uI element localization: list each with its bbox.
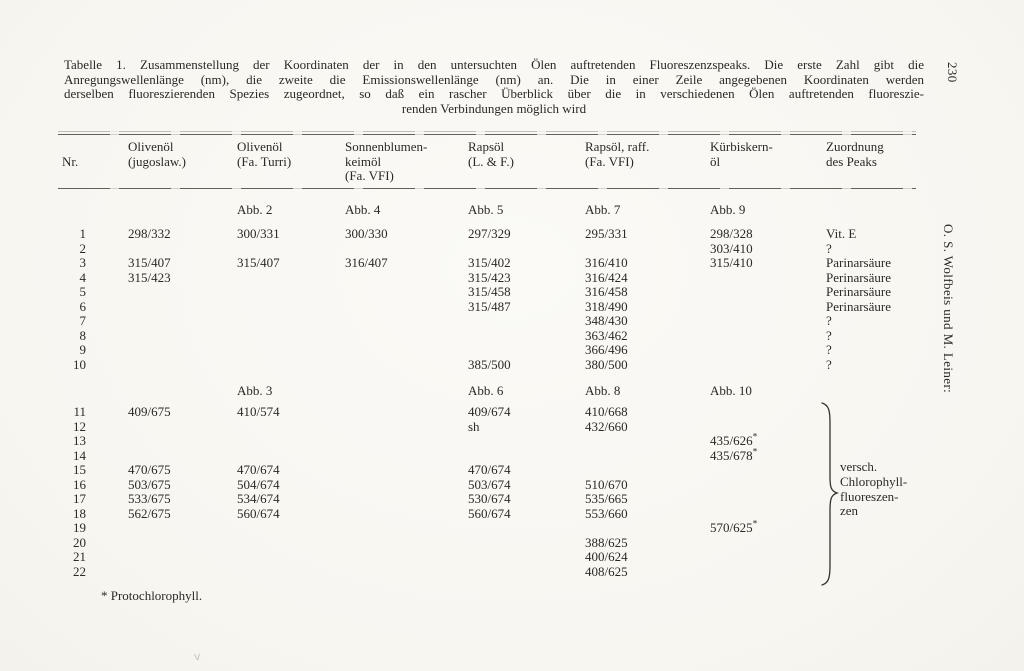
- table-cell: [341, 492, 464, 507]
- table-cell: [233, 343, 341, 358]
- table-cell: 560/674: [468, 505, 511, 521]
- abb-label: [58, 384, 124, 399]
- column-header-line: des Peaks: [826, 153, 877, 169]
- column-header-line: Rapsöl: [468, 139, 505, 154]
- table-cell: [706, 405, 822, 420]
- table-cell: [706, 420, 822, 435]
- table-cell: 315/458: [468, 284, 511, 299]
- row-number: 21: [73, 549, 86, 564]
- abb-label: Abb. 8: [585, 383, 621, 398]
- table-section-2: [58, 405, 916, 579]
- table-cell: [233, 329, 341, 344]
- column-header: [233, 140, 341, 184]
- table-cell: [341, 285, 464, 300]
- table-cell: 530/674: [468, 491, 511, 506]
- column-header: [822, 140, 916, 184]
- page-number: 230: [945, 62, 960, 83]
- abb-label: [58, 203, 124, 218]
- figure-label-row-2: [58, 384, 916, 399]
- footnote-text: * Protochlorophyll.: [101, 588, 203, 603]
- abb-label: Abb. 4: [345, 202, 381, 217]
- table-cell: 435/626*: [710, 432, 758, 448]
- table-cell: 298/328: [710, 226, 753, 241]
- table-cell: 410/668: [585, 404, 628, 419]
- table-caption: [64, 58, 924, 116]
- column-header-line: Rapsöl, raff.: [585, 139, 650, 154]
- table-cell: 470/674: [468, 462, 511, 477]
- table-cell: [706, 358, 822, 373]
- table-cell: Vit. E: [826, 226, 857, 241]
- table-cell: [706, 271, 822, 286]
- table-cell: 316/410: [585, 255, 628, 270]
- row-number: 4: [79, 269, 86, 285]
- table-cell: [464, 521, 581, 536]
- column-header-line: öl: [710, 153, 721, 169]
- column-header-line: (Fa. VFI): [585, 153, 634, 169]
- table-cell: 432/660: [585, 418, 628, 434]
- table-cell: [124, 285, 233, 300]
- table-cell: 400/624: [585, 549, 628, 564]
- table-cell: [706, 300, 822, 315]
- abb-label: [124, 203, 233, 218]
- table-cell: [464, 242, 581, 257]
- column-header-line: (L. & F.): [468, 153, 514, 169]
- table-cell: sh: [468, 418, 480, 434]
- table-cell: 363/462: [585, 327, 628, 343]
- table-cell: [341, 358, 464, 373]
- abb-label: [124, 384, 233, 399]
- table-cell: 315/423: [468, 269, 511, 285]
- table-cell: [706, 492, 822, 507]
- table-cell: [341, 329, 464, 344]
- chlorophyll-note-line: fluoreszen-: [840, 488, 899, 504]
- running-head: O. S. Wolfbeis und M. Leiner:: [941, 224, 956, 394]
- table-cell: 410/574: [237, 404, 280, 419]
- table-cell: 388/625: [585, 534, 628, 550]
- table-cell: 409/674: [468, 404, 511, 419]
- row-number: 12: [73, 418, 86, 434]
- column-header-line: Olivenöl: [237, 139, 283, 154]
- abb-label: Abb. 5: [468, 202, 504, 217]
- table-cell: 535/665: [585, 491, 628, 506]
- table-cell: [464, 343, 581, 358]
- table-top-rule: [58, 134, 916, 135]
- table-cell: [124, 550, 233, 565]
- column-header: [124, 140, 233, 184]
- table-top-rule-ghost: [58, 131, 916, 132]
- table-cell: [341, 314, 464, 329]
- row-number: 16: [73, 476, 86, 492]
- row-number: 7: [79, 313, 86, 328]
- abb-label: Abb. 7: [585, 202, 621, 217]
- table-cell: 570/625*: [710, 519, 758, 535]
- table-cell: [706, 536, 822, 551]
- header-rule: [58, 188, 916, 189]
- abb-label: Abb. 6: [468, 383, 504, 398]
- table-cell: [124, 565, 233, 580]
- table-cell: 503/674: [468, 476, 511, 492]
- table-cell: 503/675: [128, 476, 171, 492]
- table-cell: ?: [826, 240, 832, 256]
- chlorophyll-note-line: Chlorophyll-: [840, 473, 908, 489]
- table-cell: [341, 343, 464, 358]
- table-cell: 315/487: [468, 298, 511, 314]
- table-cell: [581, 434, 706, 449]
- row-number: 5: [79, 284, 86, 299]
- row-number: 11: [73, 404, 86, 419]
- table-cell: [341, 550, 464, 565]
- table-cell: [233, 300, 341, 315]
- table-cell: [464, 329, 581, 344]
- column-header: [706, 140, 822, 184]
- table-cell: 380/500: [585, 356, 628, 372]
- table-cell: [233, 565, 341, 580]
- table-cell: [706, 478, 822, 493]
- abb-label: Abb. 9: [710, 202, 746, 217]
- table-cell: [464, 434, 581, 449]
- table-cell: [233, 285, 341, 300]
- table-cell: 318/490: [585, 298, 628, 314]
- abb-label: Abb. 10: [710, 383, 752, 398]
- table-cell: [341, 536, 464, 551]
- caption-line: derselben fluoreszierenden Spezies zugeordnet, so daß ein rascher Überblick über die in verschiedenen Ölen auftretenden fluoreszie-: [64, 86, 924, 102]
- table-cell: 316/407: [345, 255, 388, 270]
- table-cell: [464, 565, 581, 580]
- table-cell: [581, 449, 706, 464]
- table-cell: Perinarsäure: [826, 298, 891, 314]
- column-header: [581, 140, 706, 184]
- table-cell: [706, 329, 822, 344]
- table-cell: [233, 271, 341, 286]
- table-cell: 560/674: [237, 505, 280, 521]
- table-cell: ?: [826, 313, 832, 328]
- table-cell: 553/660: [585, 505, 628, 521]
- column-header-line: Sonnenblumen-: [345, 139, 428, 154]
- table-cell: [706, 343, 822, 358]
- column-header-line: Olivenöl: [128, 139, 174, 154]
- table-cell: [706, 507, 822, 522]
- table-cell: 366/496: [585, 342, 628, 357]
- table-cell: 315/402: [468, 255, 511, 270]
- abb-label: Abb. 2: [237, 202, 273, 217]
- table-cell: [706, 314, 822, 329]
- column-header: [464, 140, 581, 184]
- row-number: 14: [73, 447, 86, 463]
- table-cell: [706, 285, 822, 300]
- table-cell: 297/329: [468, 226, 511, 241]
- row-number: 10: [73, 356, 86, 372]
- table-cell: 300/331: [237, 226, 280, 241]
- table-cell: ?: [826, 342, 832, 357]
- table-cell: [341, 565, 464, 580]
- table-cell: 315/423: [128, 269, 171, 285]
- row-number: 2: [79, 240, 86, 256]
- table-cell: [233, 434, 341, 449]
- table-cell: [124, 300, 233, 315]
- table-cell: [341, 463, 464, 478]
- table-cell: [233, 242, 341, 257]
- column-header-line: keimöl: [345, 153, 382, 169]
- row-number: 8: [79, 327, 86, 343]
- brace-icon: [818, 400, 840, 588]
- table-cell: [341, 271, 464, 286]
- table-cell: [233, 550, 341, 565]
- table-cell: 298/332: [128, 226, 171, 241]
- table-cell: [124, 521, 233, 536]
- table-cell: 300/330: [345, 226, 388, 241]
- table-header-row: [58, 140, 916, 184]
- table-cell: [706, 463, 822, 478]
- table-cell: [233, 358, 341, 373]
- table-cell: Parinarsäure: [826, 255, 891, 270]
- table-cell: ?: [826, 356, 832, 372]
- table-cell: Perinarsäure: [826, 284, 891, 299]
- table-cell: 562/675: [128, 505, 171, 521]
- table-cell: [464, 536, 581, 551]
- table-cell: [233, 420, 341, 435]
- table-cell: [341, 434, 464, 449]
- row-number: 19: [73, 520, 86, 535]
- caption-line: Anregungswellenlänge (nm), die zweite die Emissionswellenlänge (nm) an. Die in einer Zeile angegebenen Koordinaten werden: [64, 71, 924, 87]
- table-cell: [124, 329, 233, 344]
- table-cell: 315/410: [710, 255, 753, 270]
- figure-label-row-1: [58, 203, 916, 218]
- caption-line: renden Verbindungen möglich wird: [401, 100, 587, 116]
- table-cell: [464, 449, 581, 464]
- table-cell: [706, 550, 822, 565]
- row-number: 17: [73, 491, 86, 506]
- pencil-mark: v: [193, 649, 202, 664]
- row-number: 1: [79, 226, 86, 241]
- row-number: 18: [73, 505, 86, 521]
- table-cell: ?: [826, 327, 832, 343]
- abb-label: [822, 384, 916, 399]
- table-cell: [124, 536, 233, 551]
- table-cell: [124, 242, 233, 257]
- table-cell: 316/458: [585, 284, 628, 299]
- table-cell: [341, 507, 464, 522]
- table-cell: 316/424: [585, 269, 628, 285]
- table-cell: 534/674: [237, 491, 280, 506]
- table-cell: [464, 314, 581, 329]
- table-cell: [124, 314, 233, 329]
- row-number: 20: [73, 534, 86, 550]
- chlorophyll-note: [840, 460, 907, 519]
- chlorophyll-note-line: zen: [840, 503, 859, 519]
- table-cell: [233, 314, 341, 329]
- table-cell: 303/410: [710, 240, 753, 256]
- footnote: [101, 588, 202, 604]
- table-cell: 408/625: [585, 563, 628, 579]
- table-cell: 295/331: [585, 226, 628, 241]
- table-cell: [233, 521, 341, 536]
- column-header: [58, 140, 124, 184]
- table-cell: [124, 343, 233, 358]
- column-header: [341, 140, 464, 184]
- table-cell: [233, 536, 341, 551]
- table-cell: [124, 420, 233, 435]
- column-header-line: (Fa. VFI): [345, 168, 394, 183]
- table-cell: 348/430: [585, 313, 628, 328]
- table-cell: 533/675: [128, 491, 171, 506]
- table-cell: [341, 242, 464, 257]
- column-header-line: Kürbiskern-: [710, 139, 773, 154]
- table-cell: [581, 242, 706, 257]
- table-cell: 315/407: [128, 255, 171, 270]
- table-cell: [233, 449, 341, 464]
- row-number: 15: [73, 462, 86, 477]
- row-number: 13: [73, 433, 86, 448]
- table-cell: [464, 550, 581, 565]
- chlorophyll-note-line: versch.: [840, 459, 878, 474]
- column-header-line: (jugoslaw.): [128, 153, 187, 169]
- abb-label: Abb. 3: [237, 383, 273, 398]
- table-cell: 470/674: [237, 462, 280, 477]
- table-cell: 315/407: [237, 255, 280, 270]
- table-cell: [581, 521, 706, 536]
- table-cell: [124, 449, 233, 464]
- table-cell: 504/674: [237, 476, 280, 492]
- table-cell: [124, 434, 233, 449]
- table-cell: 470/675: [128, 462, 171, 477]
- row-number: 9: [79, 342, 86, 357]
- column-header-line: Nr.: [62, 154, 79, 169]
- abb-label: [341, 384, 464, 399]
- table-cell: [341, 405, 464, 420]
- column-header-line: Zuordnung: [826, 139, 884, 154]
- table-cell: 385/500: [468, 356, 511, 372]
- table-cell: [581, 463, 706, 478]
- table-cell: [341, 449, 464, 464]
- table-cell: [341, 420, 464, 435]
- table-cell: [341, 300, 464, 315]
- abb-label: [822, 203, 916, 218]
- row-number: 22: [73, 563, 86, 579]
- column-header-line: (Fa. Turri): [237, 153, 292, 169]
- table-cell: [124, 358, 233, 373]
- caption-line: Tabelle 1. Zusammenstellung der Koordinaten der in den untersuchten Ölen auftretenden Fluoreszenzspeaks. Die erste Zahl gibt die: [64, 57, 924, 72]
- table-cell: 510/670: [585, 476, 628, 492]
- table-cell: 409/675: [128, 404, 171, 419]
- row-number: 3: [79, 255, 86, 270]
- table-cell: Perinarsäure: [826, 269, 891, 285]
- table-cell: [341, 521, 464, 536]
- table-cell: [706, 565, 822, 580]
- table-section-1: [58, 227, 916, 372]
- table-cell: [341, 478, 464, 493]
- table-cell: 435/678*: [710, 447, 758, 463]
- row-number: 6: [79, 298, 86, 314]
